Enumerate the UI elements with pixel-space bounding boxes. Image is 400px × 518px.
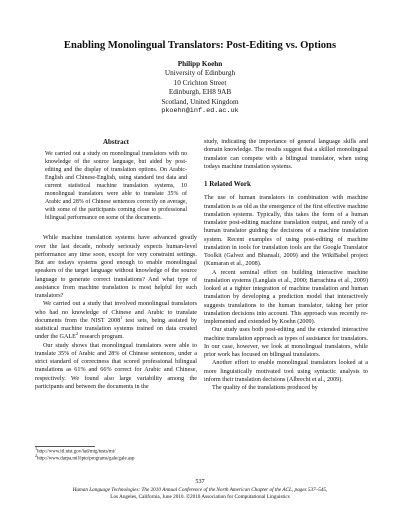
footnote-marker-2: 2	[75, 331, 79, 337]
intro-p2-part1: We carried out a study that involved monolingual translators who had no knowledge of Chinese and Arabic to translate documents from the NIST 2008	[35, 301, 197, 324]
related-work-paragraph-1: The use of human translators in combination with machine translation is as old as the emergence of the first effective machine translation systems. Typically, this takes the form of a human translator post-editing machine translation output, and rarely of a human translator guiding the decisions of a machine translation system. Recent examples of using post-editing of machine translation in tools for translation tools are the Google Translator Toolkit (Galvez and Bhansali, 2009) and the WikiBabel project (Kumaran et al., 2008).	[204, 195, 368, 268]
related-work-paragraph-2: A recent seminal effort on building interactive machine translation systems (Langlais et al., 2000; Barrachina et al., 2009) looked at a tighter integration of machine translation and human translation by developing a prediction model that interactively suggests translations to the human translator, taking her prior translation decisions into account. This approach was recently re-implemented and extended by Koehn (2009).	[204, 269, 368, 325]
intro-p2-part3: research program.	[78, 334, 124, 341]
intro-p2-part2: test sets, being assisted by statistical machine translation systems trained on data created under the GALE	[35, 317, 197, 341]
related-work-paragraph-3: Our study uses both post-editing and the extended interactive machine translation approach as types of assistance for translators. In our case, however, we look at monolingual translators, while prior work has focused on bilingual translators.	[204, 327, 368, 358]
author-email[interactable]: pkoehn@inf.ed.ac.uk	[161, 107, 239, 116]
author-name: Philipp Koehn	[177, 60, 223, 68]
abstract-heading: Abstract	[102, 138, 130, 146]
footnote-1-url[interactable]: http://www.itl.nist.gov/iad/mig/tests/mt/	[37, 449, 116, 455]
intro-paragraph-2	[35, 300, 197, 341]
footnote-2-url[interactable]: http://www.darpa.mil/ipto/programs/gale/gale.asp	[37, 456, 135, 462]
author-affiliation: University of Edinburgh	[164, 69, 236, 78]
footnote-marker-1: 1	[120, 314, 123, 320]
intro-paragraph-3: Our study shows that monolingual translators were able to translate 35% of Arabic and 28% of Chinese sentences, under a strict standard of correctness that scored professional bilingual translations as 61% and 66% correct for Arabic and Chinese, respectively. We found also large variability among the participants and between the documents in the	[35, 342, 197, 390]
venue-footer	[0, 487, 400, 500]
section-heading-related-work: 1 Related Work	[204, 180, 251, 188]
paper-title: Enabling Monolingual Translators: Post-Editing vs. Options	[63, 40, 337, 51]
intro-paragraph-1: While machine translation systems have advanced greatly over the last decade, nobody seriously expects human-level performance any time soon, except for very constraint settings. But are todays systems good enough to enable monolingual speakers of the target language without knowledge of the source language to generate correct translations? And what type of assistance from machine translation is most helpful for such translators?	[35, 235, 197, 300]
footnotes	[35, 446, 197, 463]
page-number: 537	[195, 478, 205, 485]
venue-line-2: Los Angeles, California, June 2010. ©2010 Association for Computational Linguistics	[110, 493, 290, 500]
author-street: 10 Crichton Street	[173, 78, 227, 87]
intro-continuation: study, indicating the importance of general language skills and domain knowledge. The results suggest that a skilled monolingual translator can compete with a bilingual translator, when using todays machine translation systems.	[204, 139, 368, 170]
related-work-paragraph-4: Another effort to enable monolingual translators looked at a more linguistically motivated tool using syntactic analysis to inform their translation decisions (Albrecht et al., 2009).	[204, 360, 368, 383]
left-column	[35, 138, 197, 391]
author-country: Scotland, United Kingdom	[161, 97, 239, 106]
author-city: Edinburgh, EH8 9AB	[168, 88, 232, 97]
author-block	[0, 60, 400, 116]
abstract-text: We carried out a study on monolingual translators with no knowledge of the source language, but aided by post-editing and the display of translation options. On Arabic-English and Chinese-English, using standard test data and current statistical machine translation systems, 10 monolingual translators were able to translate 35% of Arabic and 28% of Chinese sentences correctly on average, with some of the participants coming close to professional bilingual performance on some of the documents.	[45, 151, 187, 221]
footnote-1: $^1$http://www.itl.nist.gov/iad/mig/tests/mt/	[35, 446, 116, 455]
venue-line-1: Human Language Technologies: The 2010 Annual Conference of the North American Chapter of the ACL, pages 537–545,	[72, 487, 328, 493]
right-column	[204, 138, 368, 392]
footnote-rule	[35, 446, 95, 447]
related-work-paragraph-5: The quality of the translations produced by	[212, 385, 318, 391]
footnote-2: $^2$http://www.darpa.mil/ipto/programs/gale/gale.asp	[35, 452, 135, 462]
